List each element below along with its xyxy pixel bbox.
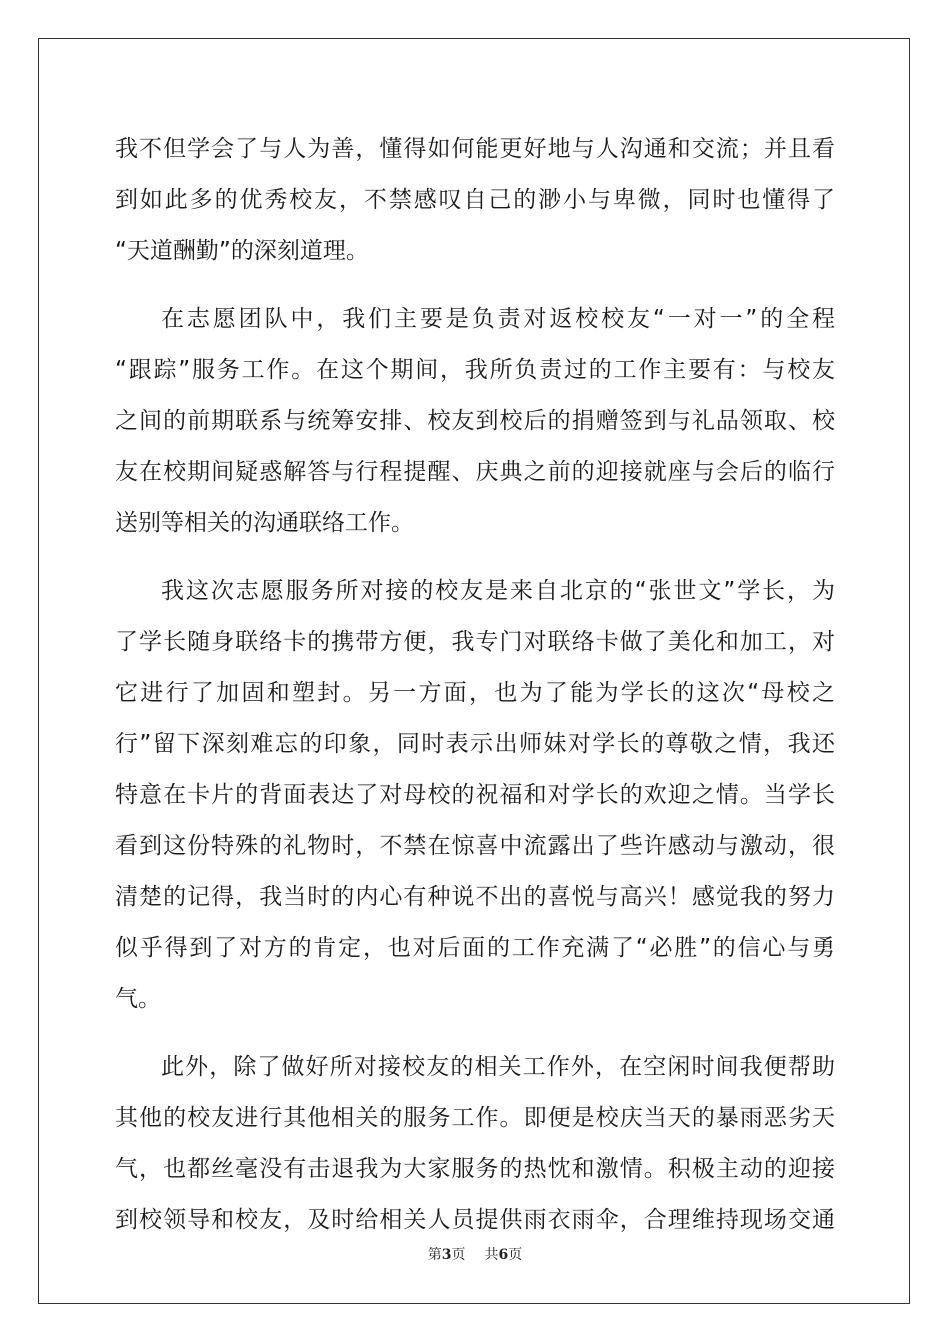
text-line: 在志愿团队中，我们主要是负责对返校校友“一对一”的全程 xyxy=(161,306,835,332)
page-footer xyxy=(0,1244,950,1264)
text-line: 了学长随身联络卡的携带方便，我专门对联络卡做了美化和加工，对 xyxy=(115,629,835,655)
text-line: 它进行了加固和塑封。另一方面，也为了能为学长的这次“母校之 xyxy=(115,680,835,706)
paragraph-2 xyxy=(115,294,835,549)
text-line: 清楚的记得，我当时的内心有种说不出的喜悦与高兴！感觉我的努力 xyxy=(115,884,835,910)
text-line: 行”留下深刻难忘的印象，同时表示出师妹对学长的尊敬之情，我还 xyxy=(115,731,835,757)
text-line: 此外，除了做好所对接校友的相关工作外，在空闲时间我便帮助 xyxy=(161,1054,835,1080)
page-prefix: 第 xyxy=(427,1247,442,1263)
total-pages: 6 xyxy=(498,1247,509,1263)
text-line: 到校领导和校友，及时给相关人员提供雨衣雨伞，合理维持现场交通 xyxy=(115,1207,835,1233)
text-line: 气，也都丝毫没有击退我为大家服务的热忱和激情。积极主动的迎接 xyxy=(115,1156,835,1182)
page-number: 3 xyxy=(441,1247,452,1263)
text-line: 看到这份特殊的礼物时，不禁在惊喜中流露出了些许感动与激动，很 xyxy=(115,833,835,859)
document-body xyxy=(115,124,835,1263)
text-line: 送别等相关的沟通联络工作。 xyxy=(115,510,414,536)
text-line: 其他的校友进行其他相关的服务工作。即便是校庆当天的暴雨恶劣天 xyxy=(115,1105,835,1131)
paragraph-3 xyxy=(115,566,835,1025)
text-line: “跟踪”服务工作。在这个期间，我所负责过的工作主要有：与校友 xyxy=(115,357,835,383)
text-line: 到如此多的优秀校友，不禁感叹自己的渺小与卑微，同时也懂得了 xyxy=(115,187,835,213)
text-line: 似乎得到了对方的肯定，也对后面的工作充满了“必胜”的信心与勇 xyxy=(115,935,835,961)
text-line: 特意在卡片的背面表达了对母校的祝福和对学长的欢迎之情。当学长 xyxy=(115,782,835,808)
text-line: 气。 xyxy=(115,986,161,1012)
text-line: 之间的前期联系与统筹安排、校友到校后的捐赠签到与礼品领取、校 xyxy=(115,408,835,434)
total-suffix: 页 xyxy=(508,1247,523,1263)
text-line: 友在校期间疑惑解答与行程提醒、庆典之前的迎接就座与会后的临行 xyxy=(115,459,835,485)
text-line: 我不但学会了与人为善，懂得如何能更好地与人沟通和交流；并且看 xyxy=(115,136,835,162)
total-prefix: 共 xyxy=(484,1247,499,1263)
paragraph-4 xyxy=(115,1042,835,1246)
text-line: “天道酬勤”的深刻道理。 xyxy=(115,238,369,264)
paragraph-1 xyxy=(115,124,835,277)
text-line: 我这次志愿服务所对接的校友是来自北京的“张世文”学长，为 xyxy=(161,578,835,604)
page-suffix: 页 xyxy=(451,1247,466,1263)
